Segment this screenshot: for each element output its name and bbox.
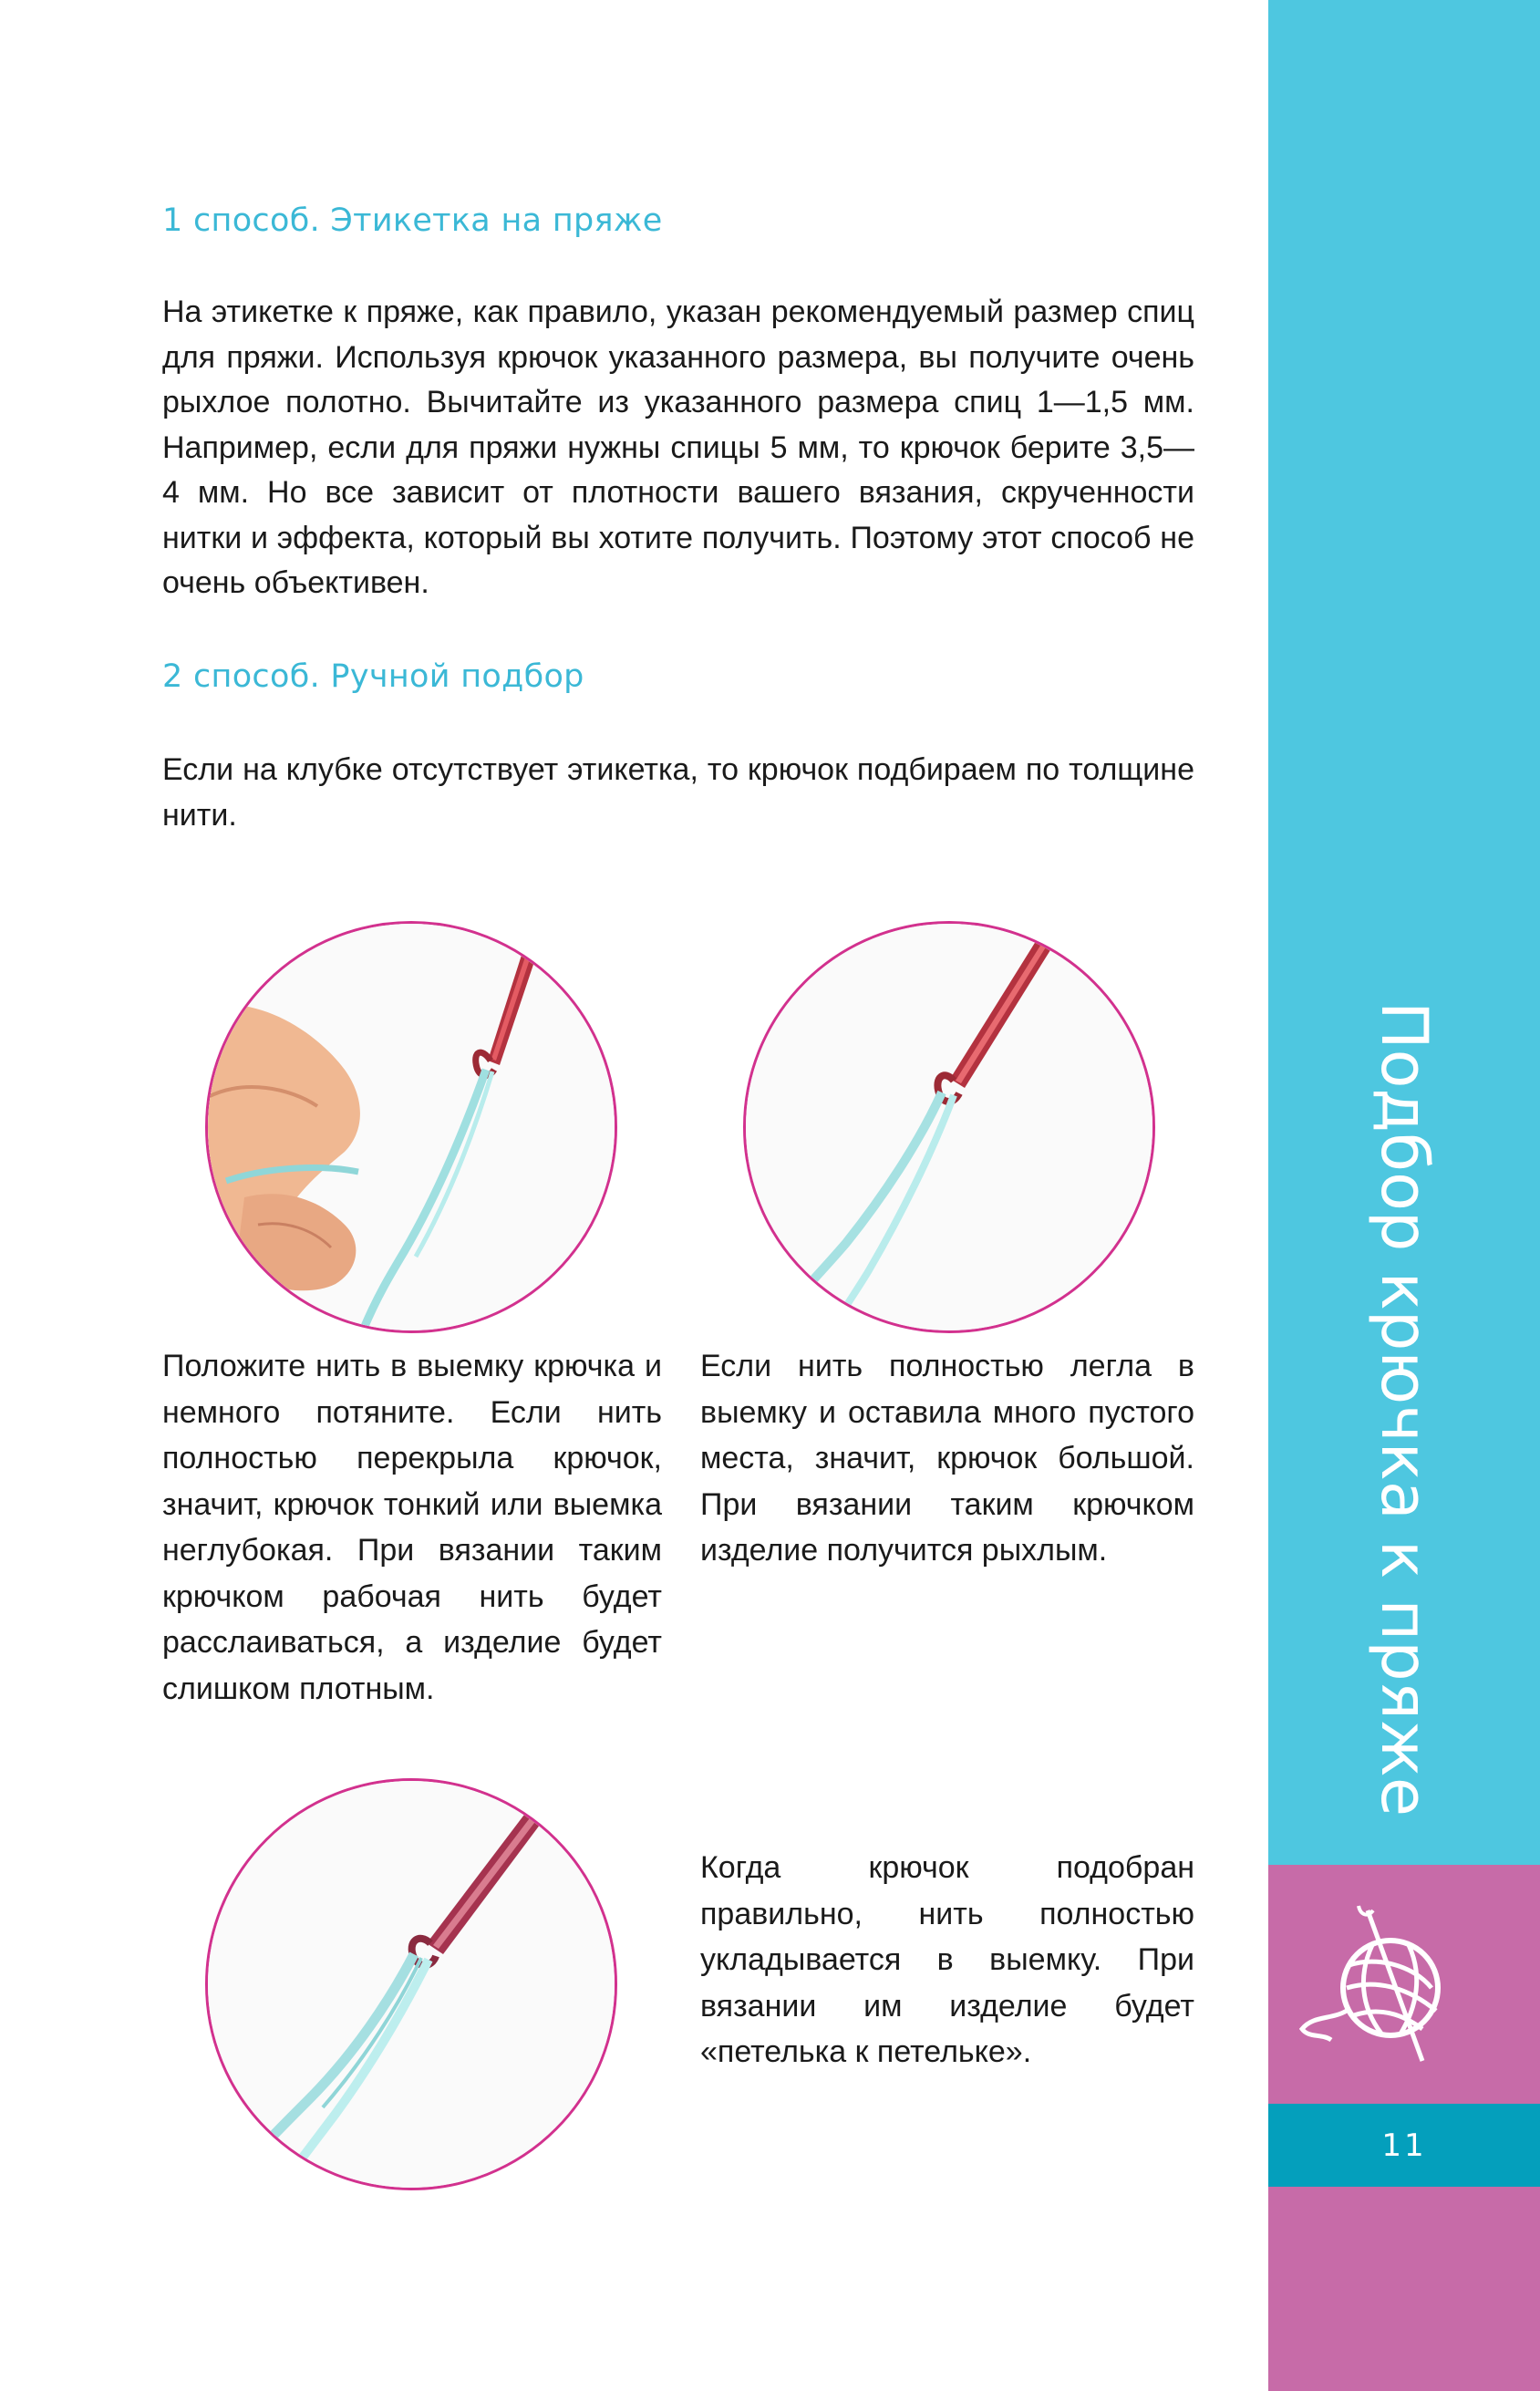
caption-thin-hook: Положите нить в выемку крючка и немного потяните. Если нить полностью перекрыла крючок, значит, крючок тонкий или выемка неглубокая. При вязании таким крючком рабочая нить будет расслаиваться, а изделие будет слишком плотным. xyxy=(162,1349,662,1706)
section2-heading: 2 способ. Ручной подбор xyxy=(162,658,584,695)
sidebar-pink-footer xyxy=(1268,2187,1540,2391)
big-hook-illustration xyxy=(746,924,1152,1330)
caption-big-hook: Если нить полностью легла в выемку и оставила много пустого места, значит, крючок большой. При вязании таким крючком изделие получится рыхлым. xyxy=(700,1349,1194,1568)
section1-body: На этикетке к пряже, как правило, указан рекомендуемый размер спиц для пряжи. Используя крючок указанного размера, вы получите очень рыхлое полотно. Вычитайте из указанного размера спиц 1—1,5 мм. Например, если для пряжи нужны спицы 5 мм, то крючок берите 3,5—4 мм. Но все зависит от плотности вашего вязания, скрученности нитки и эффекта, который вы хотите получить. Поэтому этот способ не очень объективен. xyxy=(162,295,1194,600)
photo-big-hook xyxy=(743,921,1155,1333)
section2-body: Если на клубке отсутствует этикетка, то крючок подбираем по толщине нити. xyxy=(162,752,1194,833)
caption-right-hook: Когда крючок подобран правильно, нить полностью укладывается в выемку. При вязании им изделие будет «петелька к петельке». xyxy=(700,1850,1194,2069)
thin-hook-illustration xyxy=(208,924,615,1330)
right-hook-illustration xyxy=(208,1781,615,2188)
photo-thin-hook xyxy=(205,921,617,1333)
chapter-title: Подбор крючка к пряже xyxy=(1367,1001,1442,1817)
page-number: 11 xyxy=(1381,2127,1427,2164)
yarn-ball-icon xyxy=(1295,1901,1477,2075)
section1-heading: 1 способ. Этикетка на пряже xyxy=(162,202,663,239)
photo-right-hook xyxy=(205,1778,617,2190)
